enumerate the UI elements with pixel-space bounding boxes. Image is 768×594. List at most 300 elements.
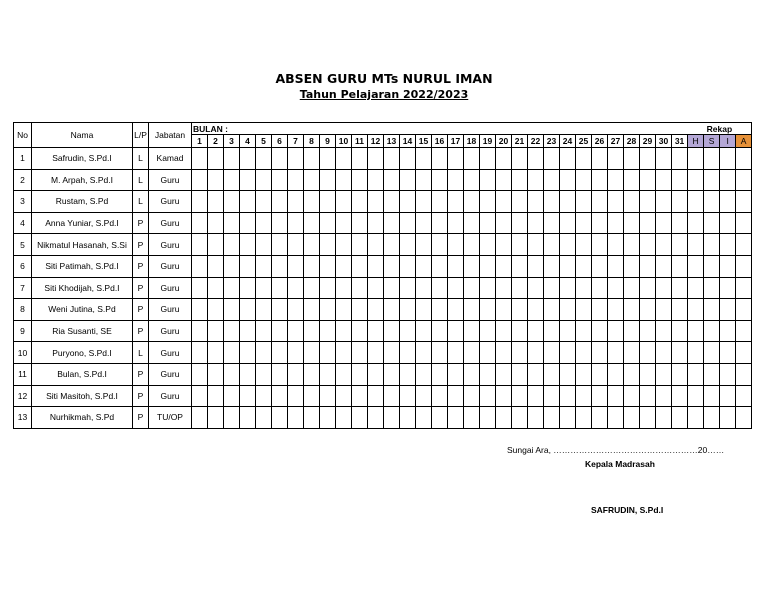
attendance-cell[interactable] (320, 363, 336, 385)
attendance-cell[interactable] (576, 407, 592, 429)
rekap-cell[interactable] (720, 363, 736, 385)
attendance-cell[interactable] (256, 277, 272, 299)
attendance-cell[interactable] (480, 169, 496, 191)
attendance-cell[interactable] (208, 363, 224, 385)
attendance-cell[interactable] (368, 363, 384, 385)
attendance-cell[interactable] (464, 320, 480, 342)
attendance-cell[interactable] (672, 342, 688, 364)
attendance-cell[interactable] (384, 191, 400, 213)
attendance-cell[interactable] (640, 148, 656, 170)
rekap-cell[interactable] (688, 255, 704, 277)
attendance-cell[interactable] (464, 385, 480, 407)
attendance-cell[interactable] (352, 277, 368, 299)
attendance-cell[interactable] (400, 255, 416, 277)
attendance-cell[interactable] (608, 212, 624, 234)
attendance-cell[interactable] (464, 277, 480, 299)
attendance-cell[interactable] (304, 277, 320, 299)
attendance-cell[interactable] (192, 320, 208, 342)
attendance-cell[interactable] (368, 299, 384, 321)
attendance-cell[interactable] (336, 407, 352, 429)
rekap-cell[interactable] (688, 234, 704, 256)
rekap-cell[interactable] (736, 407, 752, 429)
attendance-cell[interactable] (448, 234, 464, 256)
attendance-cell[interactable] (272, 191, 288, 213)
attendance-cell[interactable] (336, 342, 352, 364)
attendance-cell[interactable] (528, 320, 544, 342)
attendance-cell[interactable] (288, 212, 304, 234)
attendance-cell[interactable] (272, 342, 288, 364)
attendance-cell[interactable] (480, 234, 496, 256)
attendance-cell[interactable] (624, 342, 640, 364)
attendance-cell[interactable] (272, 255, 288, 277)
attendance-cell[interactable] (192, 363, 208, 385)
attendance-cell[interactable] (240, 385, 256, 407)
attendance-cell[interactable] (640, 320, 656, 342)
rekap-cell[interactable] (720, 212, 736, 234)
attendance-cell[interactable] (240, 299, 256, 321)
attendance-cell[interactable] (320, 277, 336, 299)
attendance-cell[interactable] (304, 320, 320, 342)
attendance-cell[interactable] (528, 169, 544, 191)
attendance-cell[interactable] (464, 169, 480, 191)
attendance-cell[interactable] (592, 320, 608, 342)
attendance-cell[interactable] (656, 277, 672, 299)
attendance-cell[interactable] (448, 169, 464, 191)
attendance-cell[interactable] (560, 169, 576, 191)
attendance-cell[interactable] (528, 277, 544, 299)
attendance-cell[interactable] (640, 255, 656, 277)
attendance-cell[interactable] (304, 148, 320, 170)
attendance-cell[interactable] (496, 363, 512, 385)
attendance-cell[interactable] (320, 320, 336, 342)
attendance-cell[interactable] (368, 191, 384, 213)
attendance-cell[interactable] (592, 255, 608, 277)
attendance-cell[interactable] (288, 385, 304, 407)
attendance-cell[interactable] (480, 385, 496, 407)
attendance-cell[interactable] (304, 385, 320, 407)
attendance-cell[interactable] (352, 169, 368, 191)
attendance-cell[interactable] (544, 169, 560, 191)
attendance-cell[interactable] (448, 191, 464, 213)
rekap-cell[interactable] (688, 299, 704, 321)
rekap-cell[interactable] (704, 299, 720, 321)
attendance-cell[interactable] (656, 255, 672, 277)
attendance-cell[interactable] (352, 212, 368, 234)
attendance-cell[interactable] (400, 363, 416, 385)
rekap-cell[interactable] (720, 299, 736, 321)
attendance-cell[interactable] (624, 148, 640, 170)
rekap-cell[interactable] (688, 277, 704, 299)
attendance-cell[interactable] (672, 148, 688, 170)
attendance-cell[interactable] (544, 385, 560, 407)
attendance-cell[interactable] (640, 212, 656, 234)
attendance-cell[interactable] (288, 234, 304, 256)
attendance-cell[interactable] (192, 234, 208, 256)
attendance-cell[interactable] (576, 342, 592, 364)
attendance-cell[interactable] (512, 169, 528, 191)
attendance-cell[interactable] (256, 191, 272, 213)
attendance-cell[interactable] (560, 148, 576, 170)
attendance-cell[interactable] (304, 255, 320, 277)
attendance-cell[interactable] (384, 299, 400, 321)
rekap-cell[interactable] (736, 320, 752, 342)
attendance-cell[interactable] (432, 407, 448, 429)
attendance-cell[interactable] (592, 299, 608, 321)
attendance-cell[interactable] (496, 277, 512, 299)
attendance-cell[interactable] (432, 212, 448, 234)
attendance-cell[interactable] (448, 363, 464, 385)
attendance-cell[interactable] (672, 169, 688, 191)
attendance-cell[interactable] (368, 342, 384, 364)
attendance-cell[interactable] (352, 407, 368, 429)
attendance-cell[interactable] (496, 212, 512, 234)
attendance-cell[interactable] (624, 191, 640, 213)
attendance-cell[interactable] (592, 407, 608, 429)
attendance-cell[interactable] (224, 255, 240, 277)
attendance-cell[interactable] (608, 148, 624, 170)
attendance-cell[interactable] (320, 299, 336, 321)
rekap-cell[interactable] (688, 320, 704, 342)
rekap-cell[interactable] (736, 385, 752, 407)
attendance-cell[interactable] (672, 320, 688, 342)
rekap-cell[interactable] (704, 169, 720, 191)
attendance-cell[interactable] (608, 277, 624, 299)
attendance-cell[interactable] (624, 255, 640, 277)
attendance-cell[interactable] (240, 407, 256, 429)
attendance-cell[interactable] (656, 407, 672, 429)
attendance-cell[interactable] (496, 169, 512, 191)
attendance-cell[interactable] (272, 363, 288, 385)
attendance-cell[interactable] (192, 255, 208, 277)
attendance-cell[interactable] (624, 363, 640, 385)
attendance-cell[interactable] (448, 299, 464, 321)
rekap-cell[interactable] (704, 148, 720, 170)
attendance-cell[interactable] (416, 320, 432, 342)
rekap-cell[interactable] (704, 320, 720, 342)
rekap-cell[interactable] (704, 234, 720, 256)
attendance-cell[interactable] (560, 191, 576, 213)
attendance-cell[interactable] (576, 363, 592, 385)
attendance-cell[interactable] (288, 363, 304, 385)
attendance-cell[interactable] (240, 255, 256, 277)
attendance-cell[interactable] (432, 320, 448, 342)
attendance-cell[interactable] (608, 407, 624, 429)
attendance-cell[interactable] (608, 320, 624, 342)
attendance-cell[interactable] (608, 385, 624, 407)
attendance-cell[interactable] (400, 234, 416, 256)
attendance-cell[interactable] (192, 277, 208, 299)
attendance-cell[interactable] (208, 255, 224, 277)
attendance-cell[interactable] (480, 191, 496, 213)
rekap-cell[interactable] (720, 169, 736, 191)
attendance-cell[interactable] (192, 148, 208, 170)
attendance-cell[interactable] (304, 407, 320, 429)
rekap-cell[interactable] (720, 148, 736, 170)
attendance-cell[interactable] (400, 277, 416, 299)
attendance-cell[interactable] (448, 342, 464, 364)
attendance-cell[interactable] (368, 169, 384, 191)
attendance-cell[interactable] (352, 255, 368, 277)
attendance-cell[interactable] (384, 148, 400, 170)
attendance-cell[interactable] (512, 342, 528, 364)
attendance-cell[interactable] (480, 212, 496, 234)
attendance-cell[interactable] (224, 342, 240, 364)
attendance-cell[interactable] (672, 363, 688, 385)
rekap-cell[interactable] (704, 385, 720, 407)
attendance-cell[interactable] (384, 320, 400, 342)
attendance-cell[interactable] (256, 148, 272, 170)
attendance-cell[interactable] (624, 169, 640, 191)
attendance-cell[interactable] (464, 407, 480, 429)
attendance-cell[interactable] (656, 169, 672, 191)
attendance-cell[interactable] (272, 169, 288, 191)
attendance-cell[interactable] (368, 234, 384, 256)
attendance-cell[interactable] (544, 191, 560, 213)
attendance-cell[interactable] (336, 299, 352, 321)
attendance-cell[interactable] (400, 385, 416, 407)
attendance-cell[interactable] (448, 212, 464, 234)
attendance-cell[interactable] (496, 191, 512, 213)
attendance-cell[interactable] (512, 277, 528, 299)
attendance-cell[interactable] (560, 363, 576, 385)
attendance-cell[interactable] (352, 363, 368, 385)
attendance-cell[interactable] (640, 169, 656, 191)
attendance-cell[interactable] (480, 342, 496, 364)
rekap-cell[interactable] (720, 385, 736, 407)
attendance-cell[interactable] (592, 169, 608, 191)
attendance-cell[interactable] (208, 169, 224, 191)
attendance-cell[interactable] (400, 191, 416, 213)
attendance-cell[interactable] (592, 385, 608, 407)
attendance-cell[interactable] (528, 299, 544, 321)
attendance-cell[interactable] (592, 191, 608, 213)
attendance-cell[interactable] (432, 148, 448, 170)
attendance-cell[interactable] (352, 320, 368, 342)
attendance-cell[interactable] (560, 407, 576, 429)
attendance-cell[interactable] (592, 277, 608, 299)
attendance-cell[interactable] (288, 191, 304, 213)
attendance-cell[interactable] (320, 385, 336, 407)
attendance-cell[interactable] (288, 299, 304, 321)
attendance-cell[interactable] (288, 407, 304, 429)
attendance-cell[interactable] (240, 277, 256, 299)
attendance-cell[interactable] (512, 255, 528, 277)
attendance-cell[interactable] (256, 299, 272, 321)
attendance-cell[interactable] (656, 320, 672, 342)
attendance-cell[interactable] (256, 234, 272, 256)
attendance-cell[interactable] (400, 169, 416, 191)
attendance-cell[interactable] (448, 407, 464, 429)
attendance-cell[interactable] (224, 363, 240, 385)
attendance-cell[interactable] (208, 299, 224, 321)
attendance-cell[interactable] (416, 234, 432, 256)
attendance-cell[interactable] (400, 299, 416, 321)
attendance-cell[interactable] (288, 148, 304, 170)
attendance-cell[interactable] (448, 148, 464, 170)
attendance-cell[interactable] (560, 277, 576, 299)
attendance-cell[interactable] (304, 169, 320, 191)
attendance-cell[interactable] (656, 148, 672, 170)
attendance-cell[interactable] (272, 148, 288, 170)
rekap-cell[interactable] (736, 212, 752, 234)
attendance-cell[interactable] (384, 234, 400, 256)
attendance-cell[interactable] (400, 320, 416, 342)
attendance-cell[interactable] (608, 363, 624, 385)
attendance-cell[interactable] (672, 255, 688, 277)
attendance-cell[interactable] (272, 299, 288, 321)
attendance-cell[interactable] (336, 255, 352, 277)
attendance-cell[interactable] (400, 342, 416, 364)
attendance-cell[interactable] (480, 299, 496, 321)
attendance-cell[interactable] (672, 212, 688, 234)
attendance-cell[interactable] (608, 169, 624, 191)
attendance-cell[interactable] (496, 320, 512, 342)
attendance-cell[interactable] (560, 212, 576, 234)
attendance-cell[interactable] (208, 212, 224, 234)
attendance-cell[interactable] (368, 277, 384, 299)
attendance-cell[interactable] (432, 169, 448, 191)
attendance-cell[interactable] (480, 277, 496, 299)
attendance-cell[interactable] (224, 320, 240, 342)
attendance-cell[interactable] (624, 407, 640, 429)
attendance-cell[interactable] (656, 299, 672, 321)
attendance-cell[interactable] (464, 234, 480, 256)
attendance-cell[interactable] (576, 320, 592, 342)
attendance-cell[interactable] (640, 277, 656, 299)
attendance-cell[interactable] (192, 342, 208, 364)
attendance-cell[interactable] (496, 234, 512, 256)
attendance-cell[interactable] (624, 320, 640, 342)
attendance-cell[interactable] (432, 255, 448, 277)
attendance-cell[interactable] (304, 299, 320, 321)
attendance-cell[interactable] (416, 385, 432, 407)
attendance-cell[interactable] (384, 277, 400, 299)
attendance-cell[interactable] (416, 363, 432, 385)
attendance-cell[interactable] (192, 385, 208, 407)
attendance-cell[interactable] (464, 363, 480, 385)
rekap-cell[interactable] (688, 363, 704, 385)
attendance-cell[interactable] (656, 212, 672, 234)
attendance-cell[interactable] (272, 320, 288, 342)
rekap-cell[interactable] (720, 320, 736, 342)
attendance-cell[interactable] (208, 191, 224, 213)
attendance-cell[interactable] (512, 212, 528, 234)
attendance-cell[interactable] (624, 277, 640, 299)
attendance-cell[interactable] (240, 212, 256, 234)
attendance-cell[interactable] (336, 363, 352, 385)
attendance-cell[interactable] (464, 148, 480, 170)
attendance-cell[interactable] (288, 320, 304, 342)
attendance-cell[interactable] (672, 299, 688, 321)
attendance-cell[interactable] (192, 407, 208, 429)
attendance-cell[interactable] (304, 212, 320, 234)
attendance-cell[interactable] (496, 299, 512, 321)
attendance-cell[interactable] (352, 299, 368, 321)
attendance-cell[interactable] (656, 385, 672, 407)
attendance-cell[interactable] (352, 342, 368, 364)
rekap-cell[interactable] (720, 277, 736, 299)
rekap-cell[interactable] (688, 407, 704, 429)
attendance-cell[interactable] (368, 255, 384, 277)
attendance-cell[interactable] (672, 385, 688, 407)
attendance-cell[interactable] (208, 277, 224, 299)
attendance-cell[interactable] (256, 255, 272, 277)
attendance-cell[interactable] (608, 299, 624, 321)
attendance-cell[interactable] (640, 234, 656, 256)
attendance-cell[interactable] (336, 169, 352, 191)
attendance-cell[interactable] (416, 342, 432, 364)
attendance-cell[interactable] (224, 385, 240, 407)
attendance-cell[interactable] (400, 212, 416, 234)
attendance-cell[interactable] (432, 191, 448, 213)
rekap-cell[interactable] (704, 363, 720, 385)
attendance-cell[interactable] (544, 148, 560, 170)
attendance-cell[interactable] (304, 363, 320, 385)
attendance-cell[interactable] (320, 342, 336, 364)
attendance-cell[interactable] (608, 255, 624, 277)
attendance-cell[interactable] (672, 407, 688, 429)
attendance-cell[interactable] (464, 255, 480, 277)
attendance-cell[interactable] (240, 148, 256, 170)
attendance-cell[interactable] (640, 191, 656, 213)
rekap-cell[interactable] (704, 212, 720, 234)
rekap-cell[interactable] (736, 255, 752, 277)
attendance-cell[interactable] (384, 169, 400, 191)
attendance-cell[interactable] (480, 363, 496, 385)
attendance-cell[interactable] (512, 148, 528, 170)
attendance-cell[interactable] (336, 385, 352, 407)
attendance-cell[interactable] (224, 234, 240, 256)
attendance-cell[interactable] (224, 299, 240, 321)
attendance-cell[interactable] (608, 191, 624, 213)
attendance-cell[interactable] (224, 277, 240, 299)
attendance-cell[interactable] (336, 148, 352, 170)
attendance-cell[interactable] (304, 234, 320, 256)
attendance-cell[interactable] (432, 342, 448, 364)
attendance-cell[interactable] (544, 363, 560, 385)
attendance-cell[interactable] (576, 255, 592, 277)
rekap-cell[interactable] (704, 277, 720, 299)
rekap-cell[interactable] (688, 191, 704, 213)
attendance-cell[interactable] (416, 407, 432, 429)
attendance-cell[interactable] (432, 234, 448, 256)
attendance-cell[interactable] (528, 342, 544, 364)
rekap-cell[interactable] (720, 342, 736, 364)
attendance-cell[interactable] (528, 255, 544, 277)
attendance-cell[interactable] (320, 212, 336, 234)
attendance-cell[interactable] (496, 148, 512, 170)
rekap-cell[interactable] (704, 255, 720, 277)
attendance-cell[interactable] (416, 255, 432, 277)
attendance-cell[interactable] (656, 342, 672, 364)
attendance-cell[interactable] (640, 407, 656, 429)
attendance-cell[interactable] (384, 342, 400, 364)
attendance-cell[interactable] (432, 277, 448, 299)
attendance-cell[interactable] (656, 234, 672, 256)
attendance-cell[interactable] (304, 342, 320, 364)
attendance-cell[interactable] (592, 148, 608, 170)
attendance-cell[interactable] (256, 212, 272, 234)
attendance-cell[interactable] (416, 169, 432, 191)
rekap-cell[interactable] (736, 148, 752, 170)
attendance-cell[interactable] (544, 277, 560, 299)
attendance-cell[interactable] (416, 277, 432, 299)
attendance-cell[interactable] (416, 148, 432, 170)
attendance-cell[interactable] (192, 299, 208, 321)
attendance-cell[interactable] (544, 342, 560, 364)
attendance-cell[interactable] (288, 277, 304, 299)
attendance-cell[interactable] (272, 277, 288, 299)
